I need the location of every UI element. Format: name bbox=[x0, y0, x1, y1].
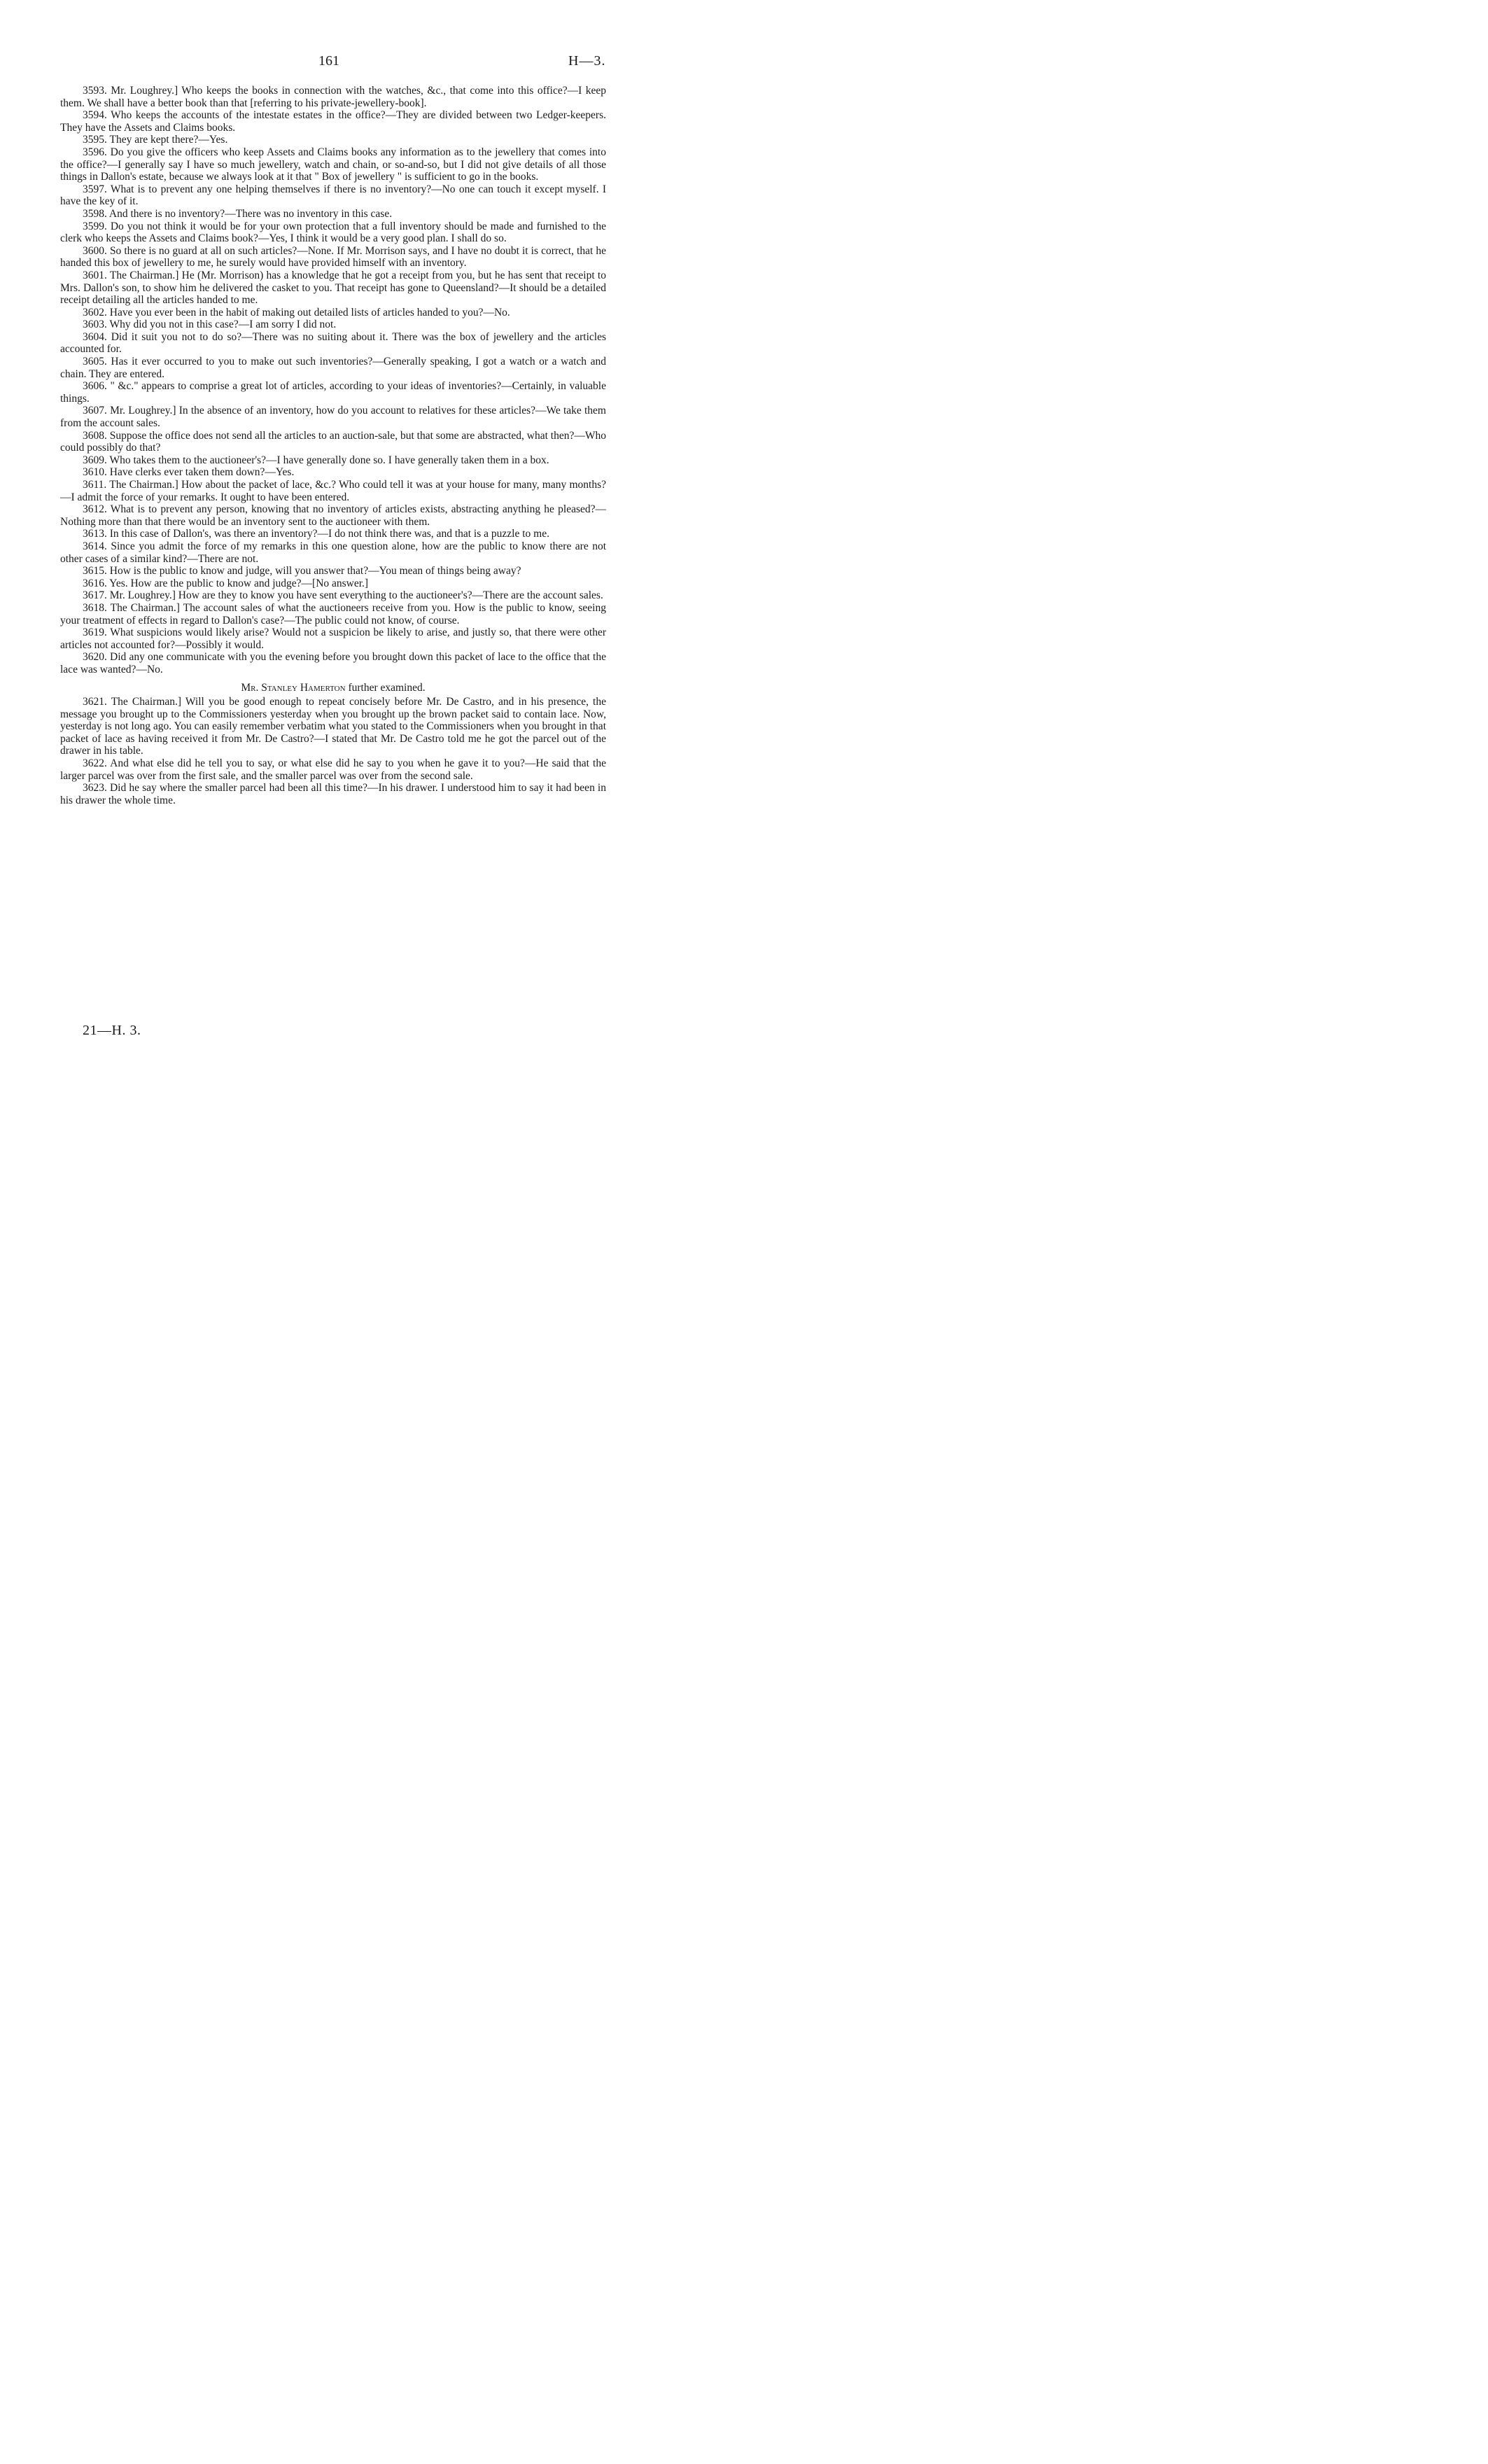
paragraph-3606: 3606. " &c." appears to comprise a great lot of articles, according to your ideas of inventories?—Certainly, in valuable things. bbox=[60, 380, 606, 405]
paragraph-3619: 3619. What suspicions would likely arise? Would not a suspicion be likely to arise, and justly so, that there were other articles not accounted for?—Possibly it would. bbox=[60, 626, 606, 651]
document-body bbox=[60, 85, 606, 806]
paragraph-3615: 3615. How is the public to know and judge, will you answer that?—You mean of things being away? bbox=[83, 565, 521, 578]
paragraph-3611: 3611. The Chairman.] How about the packet of lace, &c.? Who could tell it was at your house for many, many months?—I admit the force of your remarks. It ought to have been entered. bbox=[60, 479, 606, 503]
paragraph-3622: 3622. And what else did he tell you to say, or what else did he say to you when he gave it to you?—He said that the larger parcel was over from the first sale, and the smaller parcel was over from the second sale. bbox=[60, 757, 606, 782]
document-page bbox=[0, 0, 661, 1095]
paragraph-3609: 3609. Who takes them to the auctioneer's?—I have generally done so. I have generally taken them in a box. bbox=[83, 454, 549, 466]
heading-suffix: further examined. bbox=[348, 681, 426, 694]
paragraph-3605: 3605. Has it ever occurred to you to make out such inventories?—Generally speaking, I got a watch or a watch and chain. They are entered. bbox=[60, 356, 606, 380]
witness-name: Mr. Stanley Hamerton bbox=[241, 681, 346, 694]
paragraph-3597: 3597. What is to prevent any one helping themselves if there is no inventory?—No one can touch it except myself. I have the key of it. bbox=[60, 183, 606, 208]
paragraph-3618: 3618. The Chairman.] The account sales of what the auctioneers receive from you. How is the public to know, seeing your treatment of effects in regard to Dallon's case?—The public could not know, of course. bbox=[60, 601, 606, 626]
page-number: 161 bbox=[318, 53, 339, 69]
paragraph-3617: 3617. Mr. Loughrey.] How are they to know you have sent everything to the auctioneer's?—There are the account sales. bbox=[83, 589, 603, 602]
paragraph-3613: 3613. In this case of Dallon's, was there an inventory?—I do not think there was, and that is a puzzle to me. bbox=[83, 528, 549, 540]
paragraph-3608: 3608. Suppose the office does not send all the articles to an auction-sale, but that some are abstracted, what then?—Who could possibly do that? bbox=[60, 429, 606, 454]
paragraph-3600: 3600. So there is no guard at all on such articles?—None. If Mr. Morrison says, and I have no doubt it is correct, that he handed this box of jewellery to me, he surely would have provided himself with an inventory. bbox=[60, 244, 606, 270]
section-heading bbox=[60, 682, 606, 694]
paragraph-3623: 3623. Did he say where the smaller parcel had been all this time?—In his drawer. I understood him to say it had been in his drawer the whole time. bbox=[60, 782, 606, 806]
paragraphs-after bbox=[60, 696, 606, 806]
paragraph-3612: 3612. What is to prevent any person, knowing that no inventory of articles exists, abstracting anything he pleased?—Nothing more than that there would be an inventory sent to the auctioneer with them. bbox=[60, 503, 606, 528]
paragraph-3610: 3610. Have clerks ever taken them down?—Yes. bbox=[83, 466, 295, 479]
paragraph-3594: 3594. Who keeps the accounts of the intestate estates in the office?—They are divided between two Ledger-keepers. They have the Assets and Claims books. bbox=[60, 109, 606, 134]
printer-signature: 21—H. 3. bbox=[83, 1023, 141, 1038]
paragraph-3602: 3602. Have you ever been in the habit of making out detailed lists of articles handed to you?—No. bbox=[83, 306, 510, 318]
paragraph-3621: 3621. The Chairman.] Will you be good enough to repeat concisely before Mr. De Castro, and in his presence, the message you brought up to the Commissioners yesterday when you brought up the brown packet said to contain lace. Now, yesterday is not long ago. You can easily remember verbatim what you stated to the Commissioners when you brought in that packet of lace as having received it from Mr. De Castro?—I stated that Mr. De Castro told me he got the parcel out of the drawer in his table. bbox=[60, 696, 606, 757]
paragraph-3599: 3599. Do you not think it would be for your own protection that a full inventory should be made and furnished to the clerk who keeps the Assets and Claims book?—Yes, I think it would be a very good plan. I shall do so. bbox=[60, 220, 606, 245]
paragraph-3614: 3614. Since you admit the force of my remarks in this one question alone, how are the public to know there are not other cases of a similar kind?—There are not. bbox=[60, 540, 606, 565]
paragraph-3603: 3603. Why did you not in this case?—I am sorry I did not. bbox=[83, 318, 337, 331]
paragraph-3604: 3604. Did it suit you not to do so?—There was no suiting about it. There was the box of jewellery and the articles accounted for. bbox=[60, 330, 606, 356]
paragraph-3607: 3607. Mr. Loughrey.] In the absence of an inventory, how do you account to relatives for these articles?—We take them from the account sales. bbox=[60, 405, 606, 430]
paragraph-3598: 3598. And there is no inventory?—There was no inventory in this case. bbox=[83, 207, 393, 220]
document-code: H—3. bbox=[568, 53, 606, 69]
paragraph-3593: 3593. Mr. Loughrey.] Who keeps the books in connection with the watches, &c., that come into this office?—I keep them. We shall have a better book than that [referring to his private-jewellery-book]. bbox=[60, 85, 606, 109]
paragraph-3620: 3620. Did any one communicate with you the evening before you brought down this packet of lace to the office that the lace was wanted?—No. bbox=[60, 651, 606, 676]
paragraphs-before bbox=[60, 85, 606, 676]
paragraph-3596: 3596. Do you give the officers who keep Assets and Claims books any information as to the jewellery that comes into the office?—I generally say I have so much jewellery, watch and chain, or so-and-so, but I did not give details of all those things in Dallon's estate, because we always look at it that " Box of jewellery " is sufficient to go in the books. bbox=[60, 146, 606, 183]
paragraph-3595: 3595. They are kept there?—Yes. bbox=[83, 134, 228, 146]
paragraph-3616: 3616. Yes. How are the public to know and judge?—[No answer.] bbox=[83, 577, 369, 589]
paragraph-3601: 3601. The Chairman.] He (Mr. Morrison) has a knowledge that he got a receipt from you, but he has sent that receipt to Mrs. Dallon's son, to show him he delivered the casket to you. That receipt has gone to Queensland?—It should be a detailed receipt detailing all the articles handed to me. bbox=[60, 269, 606, 307]
